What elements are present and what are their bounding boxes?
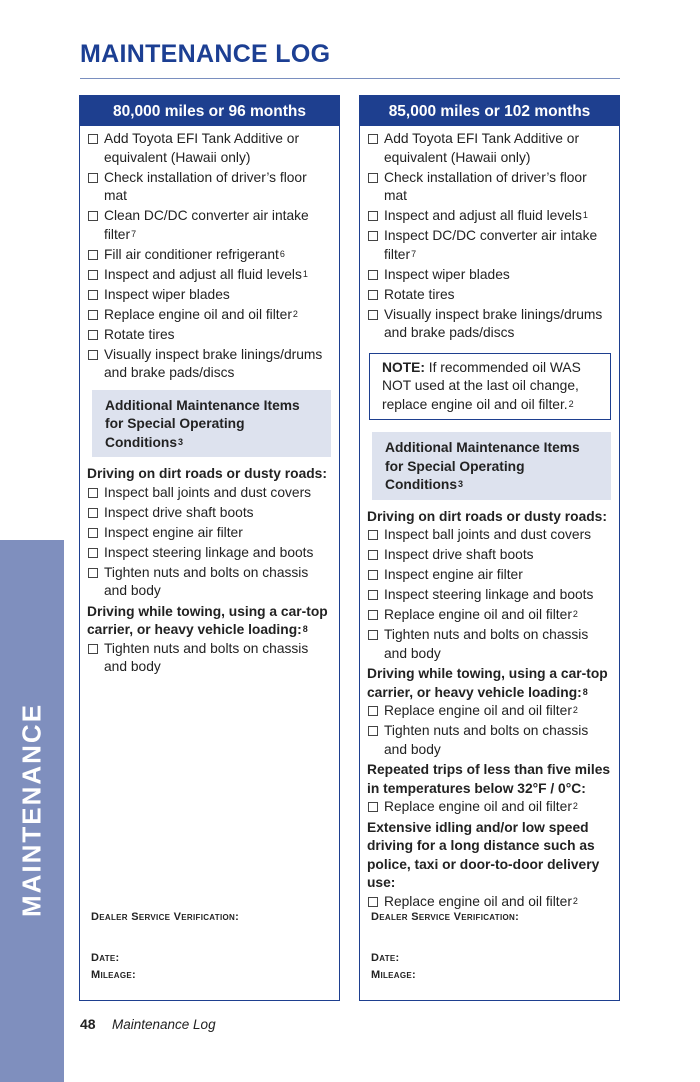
- checkbox[interactable]: [368, 802, 378, 812]
- column-header: 80,000 miles or 96 months: [80, 96, 339, 126]
- checkbox[interactable]: [368, 630, 378, 640]
- checkbox[interactable]: [368, 610, 378, 620]
- page-number: 48: [80, 1016, 96, 1032]
- item-text: Inspect and adjust all fluid levels: [384, 208, 582, 223]
- item-text: Tighten nuts and bolts on chassis and body: [384, 627, 589, 661]
- item-text: Replace engine oil and oil filter: [104, 306, 292, 322]
- checkbox[interactable]: [88, 211, 98, 221]
- checkbox[interactable]: [88, 508, 98, 518]
- checkbox[interactable]: [368, 134, 378, 144]
- checkbox[interactable]: [368, 290, 378, 300]
- footnote-ref: 1: [582, 210, 588, 220]
- additional-items-title: Additional Maintenance Items for Special Operating Conditions: [105, 397, 300, 450]
- note-label: NOTE:: [382, 359, 425, 375]
- interval-column-80000: [79, 95, 340, 1001]
- checkbox[interactable]: [88, 350, 98, 360]
- checklist-item: [367, 286, 613, 305]
- condition-heading-text: Driving while towing, using a car-top carrier, or heavy vehicle loading:: [87, 603, 328, 637]
- checkbox[interactable]: [88, 250, 98, 260]
- checklist-item: [87, 286, 333, 305]
- footnote-ref: 7: [411, 248, 417, 259]
- additional-items-title: Additional Maintenance Items for Special Operating Conditions: [385, 440, 580, 492]
- footnote-ref: 3: [458, 479, 464, 489]
- item-text: Inspect ball joints and dust covers: [384, 527, 592, 542]
- footnote-ref: 8: [582, 686, 588, 697]
- checkbox[interactable]: [368, 270, 378, 280]
- item-text: Visually inspect brake linings/drums and brake pads/discs: [384, 306, 603, 340]
- item-text: Inspect steering linkage and boots: [384, 587, 594, 602]
- mileage-label: Mileage:: [91, 969, 137, 981]
- checkbox[interactable]: [368, 530, 378, 540]
- footnote-ref: 7: [131, 228, 137, 239]
- item-text: Rotate tires: [104, 326, 175, 342]
- footnote-ref: 1: [302, 268, 308, 279]
- checkbox[interactable]: [368, 550, 378, 560]
- condition-heading: [367, 665, 613, 702]
- title-divider: [80, 78, 620, 79]
- checklist-item: [87, 326, 333, 345]
- item-text: Inspect drive shaft boots: [104, 504, 254, 520]
- checklist-item: [367, 893, 613, 912]
- checkbox[interactable]: [88, 134, 98, 144]
- item-text: Inspect and adjust all fluid levels: [104, 266, 302, 282]
- condition-heading-text: Repeated trips of less than five miles in temperatures below 32°F / 0°C:: [367, 762, 611, 796]
- item-text: Rotate tires: [384, 286, 455, 302]
- checklist: [87, 484, 333, 601]
- checkbox[interactable]: [88, 644, 98, 654]
- checkbox[interactable]: [368, 231, 378, 241]
- dealer-verification-label: Dealer Service Verification:: [371, 911, 520, 923]
- checklist-item: [367, 798, 613, 817]
- checklist-item: [367, 546, 613, 565]
- checklist-item: [367, 266, 613, 285]
- item-text: Clean DC/DC converter air intake filter: [104, 208, 309, 242]
- item-text: Inspect engine air filter: [384, 567, 523, 582]
- item-text: Inspect wiper blades: [104, 286, 230, 302]
- item-text: Check installation of driver’s floor mat: [384, 169, 587, 203]
- checklist: [87, 130, 333, 383]
- interval-column-85000: [359, 95, 620, 1001]
- footnote-ref: 2: [572, 895, 578, 906]
- checklist: [367, 798, 613, 817]
- item-text: Add Toyota EFI Tank Additive or equivalent (Hawaii only): [384, 131, 580, 165]
- checklist: [367, 130, 613, 343]
- item-text: Replace engine oil and oil filter: [384, 799, 572, 814]
- footer-title: Maintenance Log: [112, 1017, 216, 1032]
- checklist-item: [87, 169, 333, 206]
- item-text: Tighten nuts and bolts on chassis and body: [384, 723, 589, 757]
- item-text: Replace engine oil and oil filter: [384, 893, 572, 909]
- checklist-item: [367, 586, 613, 605]
- item-text: Fill air conditioner refrigerant: [104, 246, 279, 262]
- condition-heading: [367, 761, 613, 798]
- checkbox[interactable]: [368, 173, 378, 183]
- checkbox[interactable]: [88, 548, 98, 558]
- item-text: Tighten nuts and bolts on chassis and body: [104, 564, 309, 598]
- checklist-item: [87, 246, 333, 265]
- condition-heading: [367, 508, 613, 527]
- condition-heading-text: Extensive idling and/or low speed driving for a long distance such as police, taxi or door-to-door delivery use:: [367, 819, 600, 890]
- checklist-item: [87, 544, 333, 563]
- checklist: [367, 702, 613, 759]
- checklist-item: [367, 566, 613, 585]
- column-body: [80, 126, 339, 677]
- checklist: [367, 893, 613, 912]
- checklist-item: [87, 524, 333, 543]
- condition-heading: [87, 603, 333, 640]
- item-text: Replace engine oil and oil filter: [384, 607, 572, 622]
- checklist-item: [87, 306, 333, 325]
- checklist-item: [87, 130, 333, 167]
- checklist-item: [367, 526, 613, 545]
- checklist-item: [367, 306, 613, 343]
- checkbox[interactable]: [88, 270, 98, 280]
- checklist-item: [367, 626, 613, 663]
- note-text: If recommended oil WAS NOT used at the last oil change, replace engine oil and oil filter.: [382, 359, 581, 412]
- item-text: Visually inspect brake linings/drums and brake pads/discs: [104, 346, 323, 380]
- footnote-ref: 3: [178, 436, 184, 447]
- checkbox[interactable]: [88, 173, 98, 183]
- mileage-label: Mileage:: [371, 969, 417, 981]
- column-body: [360, 126, 619, 911]
- checklist-item: [367, 130, 613, 167]
- checkbox[interactable]: [88, 528, 98, 538]
- checklist-item: [367, 227, 613, 264]
- checklist-item: [367, 207, 613, 226]
- checklist-item: [87, 640, 333, 677]
- checklist: [367, 526, 613, 663]
- date-label: Date:: [91, 952, 120, 964]
- checkbox[interactable]: [88, 310, 98, 320]
- checkbox[interactable]: [88, 330, 98, 340]
- checklist-item: [87, 504, 333, 523]
- item-text: Tighten nuts and bolts on chassis and body: [104, 640, 309, 674]
- item-text: Add Toyota EFI Tank Additive or equivalent (Hawaii only): [104, 131, 300, 165]
- item-text: Inspect steering linkage and boots: [104, 544, 314, 560]
- side-tab-label: MAINTENANCE: [16, 702, 47, 918]
- checkbox[interactable]: [368, 897, 378, 907]
- footnote-ref: 2: [568, 398, 574, 409]
- checkbox[interactable]: [368, 706, 378, 716]
- footnote-ref: 2: [572, 801, 578, 811]
- footnote-ref: 2: [292, 308, 298, 319]
- checklist-item: [87, 484, 333, 503]
- date-label: Date:: [371, 952, 400, 964]
- checklist-item: [87, 564, 333, 601]
- footnote-ref: 8: [302, 624, 308, 634]
- checkbox[interactable]: [368, 590, 378, 600]
- condition-heading: [367, 819, 613, 893]
- checklist-item: [367, 702, 613, 721]
- checkbox[interactable]: [88, 568, 98, 578]
- checklist-item: [367, 606, 613, 625]
- checkbox[interactable]: [368, 570, 378, 580]
- note-box: [369, 353, 611, 421]
- item-text: Inspect drive shaft boots: [384, 547, 534, 562]
- checklist-item: [87, 207, 333, 244]
- page-title: MAINTENANCE LOG: [80, 40, 331, 68]
- checklist-item: [87, 346, 333, 383]
- item-text: Inspect DC/DC converter air intake filter: [384, 228, 598, 262]
- checklist-item: [367, 169, 613, 206]
- column-header: 85,000 miles or 102 months: [360, 96, 619, 126]
- checkbox[interactable]: [88, 488, 98, 498]
- additional-items-heading: [372, 432, 611, 500]
- item-text: Replace engine oil and oil filter: [384, 703, 572, 718]
- checkbox[interactable]: [368, 726, 378, 736]
- checklist-item: [367, 722, 613, 759]
- checklist-item: [87, 266, 333, 285]
- condition-heading-text: Driving while towing, using a car-top carrier, or heavy vehicle loading:: [367, 666, 608, 700]
- item-text: Check installation of driver’s floor mat: [104, 169, 307, 203]
- footnote-ref: 2: [572, 705, 578, 715]
- item-text: Inspect engine air filter: [104, 524, 243, 540]
- condition-heading-text: Driving on dirt roads or dusty roads:: [367, 508, 607, 524]
- dealer-verification-label: Dealer Service Verification:: [91, 911, 240, 923]
- checkbox[interactable]: [368, 211, 378, 221]
- checklist: [87, 640, 333, 677]
- item-text: Inspect ball joints and dust covers: [104, 484, 312, 500]
- condition-heading: [87, 465, 333, 484]
- condition-heading-text: Driving on dirt roads or dusty roads:: [87, 466, 327, 481]
- checkbox[interactable]: [368, 310, 378, 320]
- footnote-ref: 2: [572, 609, 578, 619]
- additional-items-heading: [92, 390, 331, 458]
- footnote-ref: 6: [279, 248, 285, 259]
- checkbox[interactable]: [88, 290, 98, 300]
- item-text: Inspect wiper blades: [384, 266, 510, 282]
